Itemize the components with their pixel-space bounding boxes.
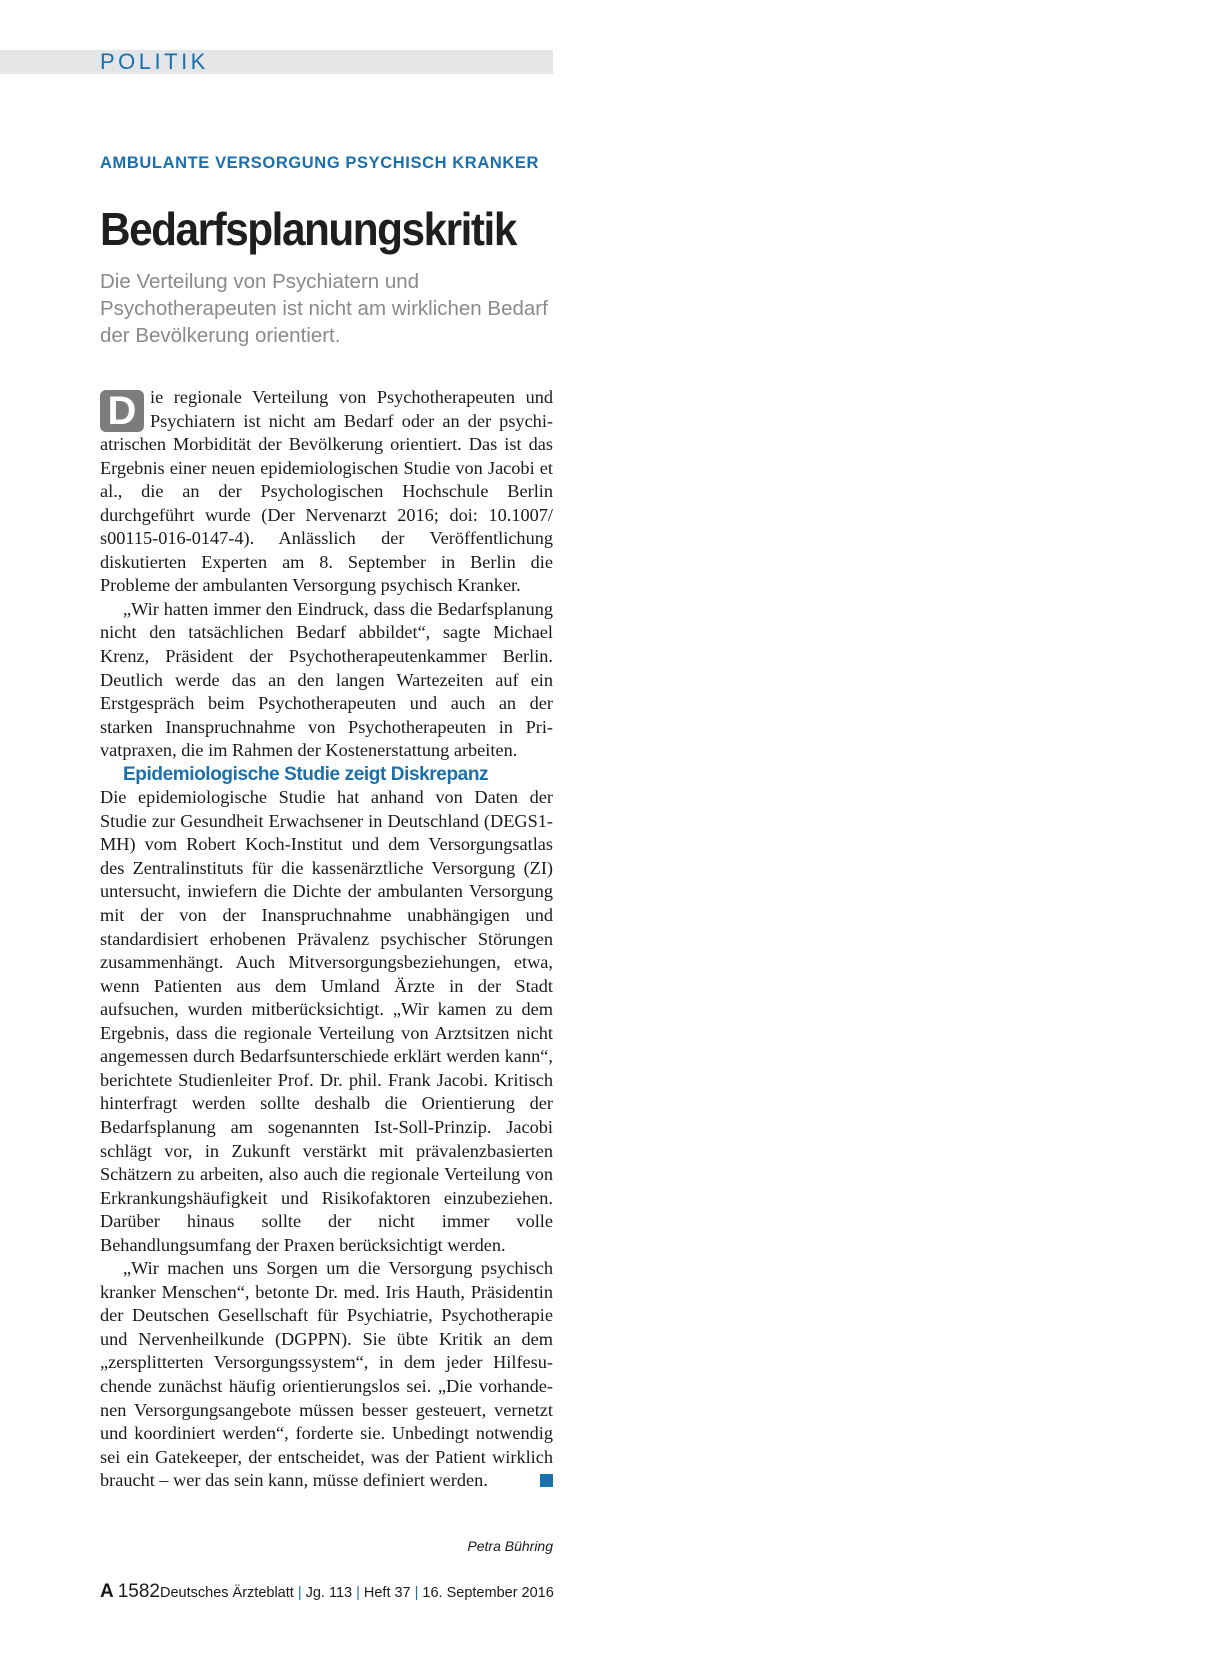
article-author: Petra Bühring: [467, 1538, 553, 1554]
article-kicker: AMBULANTE VERSORGUNG PSYCHISCH KRANKER: [100, 154, 539, 172]
drop-cap: D: [100, 390, 144, 432]
journal-issue: Heft 37: [363, 1585, 411, 1601]
journal-name: Deutsches Ärzteblatt: [160, 1585, 294, 1601]
separator: |: [414, 1585, 419, 1601]
paragraph-3: Die epidemiologische Studie hat anhand von Daten der Studie zur Gesundheit Erwachsener in Deutschland (DEGS1-MH) vom Robert Koch-Institut und dem Versorgungsatlas des Zentralinstituts für die kassenärztliche Versorgung (ZI) untersucht, inwiefern die Dichte der ambulanten Versorgung mit der von der Inanspruchnahme unabhängigen und standardisiert erhobenen Prävalenz psychischer Störungen zusammenhängt. Auch Mitversorgungsbeziehungen, etwa, wenn Patienten aus dem Umland Ärzte in der Stadt aufsuchen, wurden mitberücksichtigt. „Wir kamen zu dem Ergebnis, dass die regionale Verteilung von Arztsitzen nicht angemessen durch Bedarfsunterschiede erklärt werden kann“, berichtete Studienleiter Prof. Dr. phil. Frank Jacobi. Kritisch hinterfragt werden sollte deshalb die Orientierung der Bedarfsplanung am sogenannten Ist-Soll-Prinzip. Jacobi schlägt vor, in Zukunft verstärkt mit prävalenzbasierten Schätzern zu arbeiten, also auch die regionale Verteilung von Erkrankungshäufigkeit und Risikofaktoren einzubeziehen. Darüber hinaus sollte der nicht immer volle Behandlungsumfang der Praxen berücksichtigt werden.: [100, 787, 553, 1255]
section-label: POLITIK: [100, 49, 209, 74]
paragraph-2: „Wir hatten immer den Eindruck, dass die Bedarfsplanung nicht den tatsächlichen Bedarf abbildet“, sagte Michael Krenz, Präsident der Psychotherapeutenkammer Berlin. Deutlich werde das an den langen Wartezeiten auf ein Erstgespräch beim Psychotherapeuten und auch an der starken Inanspruchnahme von Psychotherapeuten in Privatpraxen, die im Rahmen der Kostenerstattung arbeiten.: [100, 598, 553, 761]
issue-date: 16. September 2016: [422, 1585, 554, 1601]
article-subheading: Epidemiologische Studie zeigt Diskrepanz: [123, 763, 489, 785]
section-bar: [0, 50, 553, 74]
journal-volume: Jg. 113: [305, 1585, 353, 1601]
separator: |: [297, 1585, 302, 1601]
page-footer: [100, 1581, 553, 1605]
page-number: A 1582: [100, 1581, 161, 1602]
paragraph-4: „Wir machen uns Sorgen um die Versorgung psychisch kranker Menschen“, betonte Dr. med. Iris Hauth, Präsidentin der Deutschen Gesellschaft für Psychiatrie, Psychotherapie und Nervenheilkunde (DGPPN). Sie übte Kritik an dem „zersplitterten Versorgungssystem“, in dem jeder Hilfesuchende zunächst häufig orientierungslos sei. „Die vorhandenen Versorgungsangebote müssen besser gesteuert, vernetzt und koordiniert werden“, forderte sie. Unbedingt notwendig sei ein Gatekeeper, der entscheidet, was der Patient wirklich braucht – wer das sein kann, müsse definiert werden.: [100, 1258, 553, 1491]
paragraph-1: D ie regionale Verteilung von Psychotherapeuten und Psychiatern ist nicht am Bedarf oder an der psychiatrischen Morbidität der Bevölkerung orientiert. Das ist das Ergebnis einer neuen epidemiologischen Studie von Jacobi et al., die an der Psychologischen Hochschule Berlin durchgeführt wurde (Der Nervenarzt 2016; doi: 10.1007/ s00115-016-0147-4). Anlässlich der Veröffentlichung diskutierten Experten am 8. September in Berlin die Probleme der ambulanten Versorgung psychisch Kranker.: [100, 387, 553, 596]
journal-info: [160, 1585, 554, 1601]
article-lead: Die Verteilung von Psychiatern und Psychotherapeuten ist nicht am wirklichen Bedarf der Bevölkerung orientiert.: [100, 270, 548, 347]
separator: |: [356, 1585, 360, 1601]
article-body: [100, 386, 553, 1493]
end-of-article-mark: [540, 1474, 553, 1487]
article-headline: Bedarfsplanungskritik: [100, 203, 516, 255]
